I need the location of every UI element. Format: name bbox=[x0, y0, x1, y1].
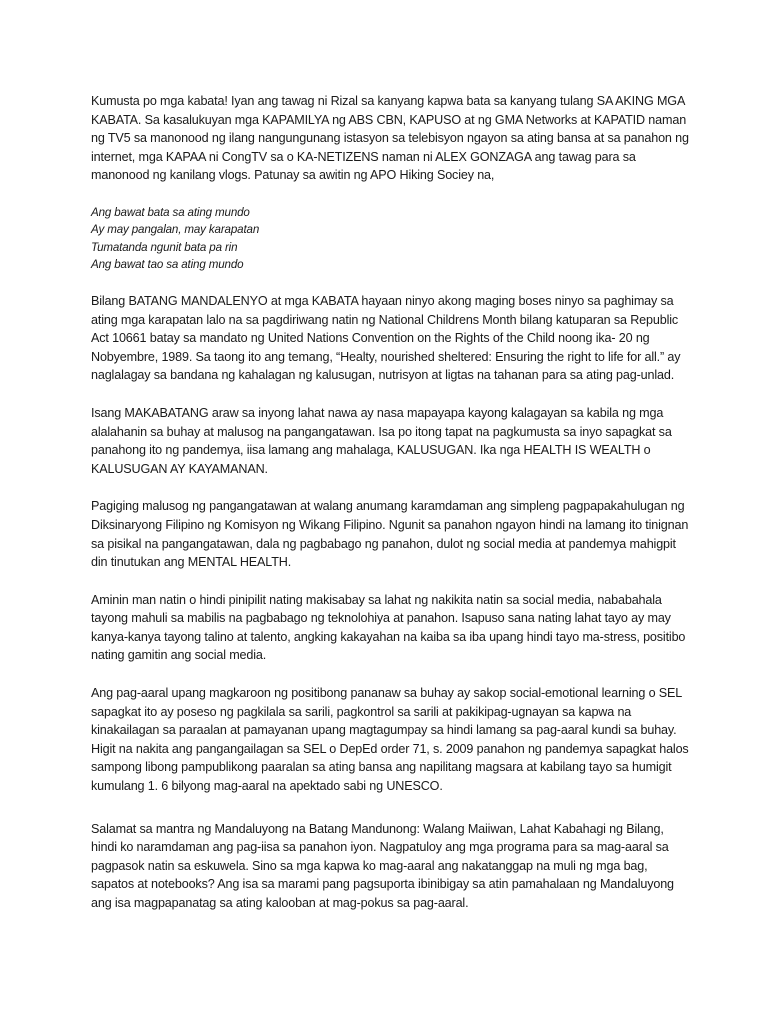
paragraph-sel: Ang pag-aaral upang magkaroon ng positibong pananaw sa buhay ay sakop social-emotional learning o SEL sapagkat ito ay poseso ng pagkilala sa sarili, pagkontrol sa sarili at pakikipag-ugnayan sa kapwa na kinakailagan sa paraalan at pamayanan upang magtagumpay sa hindi lamang sa pag-aaral kundi sa buhay. Higit na nakita ang pangangailagan sa SEL o DepEd order 71, s. 2009 panahon ng pandemya sapagkat halos sampong libong pampublikong paaralan sa ating bansa ang napilitang magsara at kabilang tayo sa humigit kumulang 1. 6 bilyong mag-aaral na apektado sabi ng UNESCO. bbox=[91, 686, 689, 794]
verse-line: Ang bawat bata sa ating mundo bbox=[91, 205, 250, 219]
verse-line: Ay may pangalan, may karapatan bbox=[91, 223, 260, 237]
paragraph-mental-health: Pagiging malusog ng pangangatawan at walang anumang karamdaman ang simpleng pagpapakahulugan ng Diksinaryong Filipino ng Komisyon ng Wikang Filipino. Ngunit sa panahon ngayon hindi na lamang ito tinignan sa pisikal na pangangatawan, dala ng pagbabago ng panahon, dulot ng social media at pandemya mahigpit din tinutukan ang MENTAL HEALTH. bbox=[91, 499, 689, 570]
document-body bbox=[91, 92, 691, 932]
paragraph-childrens-month: Bilang BATANG MANDALENYO at mga KABATA hayaan ninyo akong maging boses ninyo sa paghimay sa ating mga karapatan lalo na sa pagdiriwang natin ng National Childrens Month bilang katuparan sa Republic Act 10661 batay sa mandato ng United Nations Convention on the Rights of the Child noong ika- 20 ng Nobyembre, 1989. Sa taong ito ang temang, “Healty, nourished sheltered: Ensuring the right to life for all.” ay naglalagay sa bandana ng kahalagan ng kalusugan, nutrisyon at ligtas na tahanan para sa ating pag-unlad. bbox=[91, 293, 681, 383]
paragraph-greeting: Kumusta po mga kabata! Iyan ang tawag ni Rizal sa kanyang kapwa bata sa kanyang tulang SA AKING MGA KABATA. Sa kasalukuyan mga KAPAMILYA ng ABS CBN, KAPUSO at ng GMA Networks at KAPATID naman ng TV5 sa manonood ng ilang nangungunang istasyon sa telebisyon ngayon sa ating bansa at sa panahon ng internet, mga KAPAA ni CongTV sa o KA-NETIZENS naman ni ALEX GONZAGA ang tawag para sa manonood ng kanilang vlogs. Patunay sa awitin ng APO Hiking Sociey na, bbox=[91, 94, 689, 183]
verse-line: Ang bawat tao sa ating mundo bbox=[91, 258, 244, 272]
paragraph-mandaluyong: Salamat sa mantra ng Mandaluyong na Batang Mandunong: Walang Maiiwan, Lahat Kabahagi ng Bilang, hindi ko naramdaman ang pag-iisa sa panahon iyon. Nagpatuloy ang mga programa para sa mag-aaral sa pagpasok natin sa eskuwela. Sino sa mga kapwa ko mag-aaral ang nakatanggap na muli ng mga bag, sapatos at notebooks? Ang isa sa marami pang pagsuporta ibinibigay sa atin pamahalaan ng Mandaluyong ang isa magpapanatag sa ating kalooban at mag-pokus sa pag-aaral. bbox=[91, 821, 674, 910]
paragraph-health: Isang MAKABATANG araw sa inyong lahat nawa ay nasa mapayapa kayong kalagayan sa kabila ng mga alalahanin sa buhay at malusog na pangangatawan. Isa po itong tapat na pagkumusta sa inyo sapagkat sa panahong ito ng pandemya, iisa lamang ang mahalaga, KALUSUGAN. Ika nga HEALTH IS WEALTH o KALUSUGAN AY KAYAMANAN. bbox=[91, 405, 672, 476]
paragraph-social-media: Aminin man natin o hindi pinipilit nating makisabay sa lahat ng nakikita natin sa social media, nababahala tayong mahuli sa mabilis na pagbabago ng teknolohiya at panahon. Isapuso sana nating lahat tayo ay may kanya-kanya tayong talino at talento, angking kakayahan na kaiba sa iba upang hindi tayo ma-stress, positibo nating gamitin ang social media. bbox=[91, 592, 686, 663]
verse-line: Tumatanda ngunit bata pa rin bbox=[91, 240, 238, 254]
song-verse bbox=[91, 204, 691, 274]
